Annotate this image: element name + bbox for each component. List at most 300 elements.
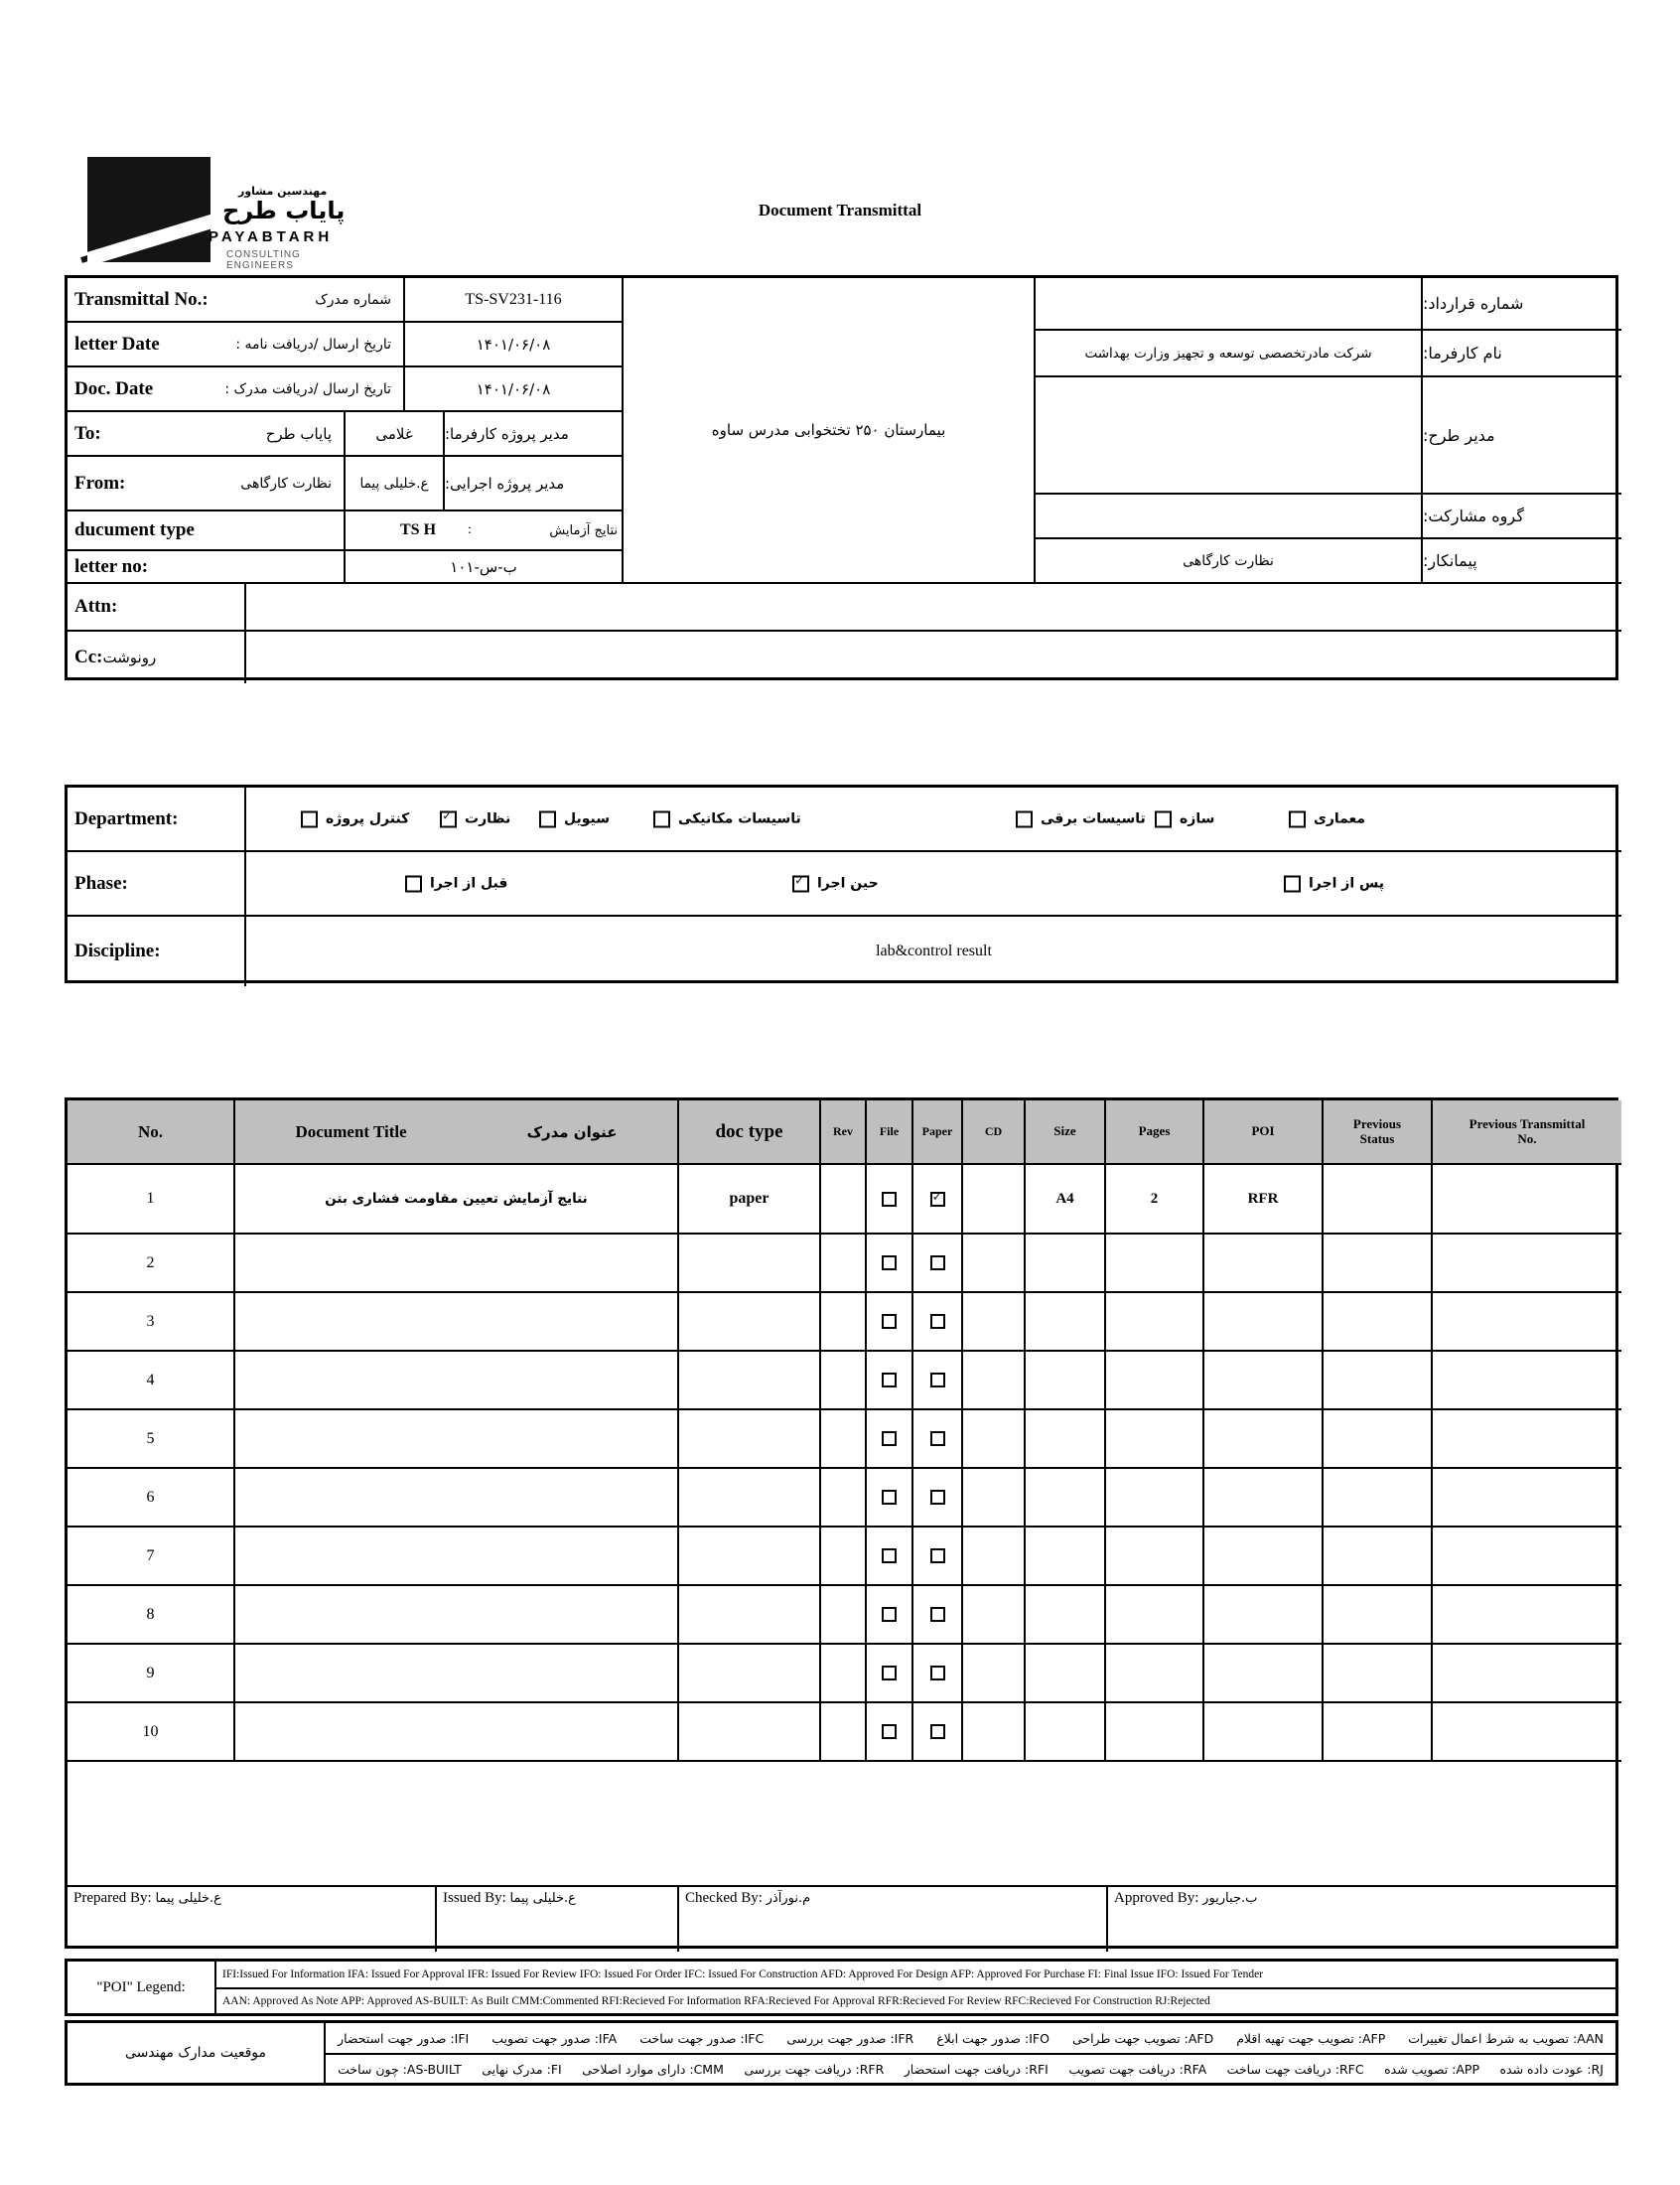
table-row	[68, 1410, 1615, 1469]
department-option-label: تاسیسات برقی	[1041, 810, 1146, 827]
checkbox-unchecked[interactable]	[882, 1490, 897, 1505]
contract-no-value	[1036, 278, 1423, 331]
cell-size: A4	[1026, 1165, 1106, 1235]
cell-ptransmittal	[1433, 1410, 1621, 1469]
cell-cd	[963, 1165, 1026, 1235]
checked-by-name: م.نورآذر	[766, 1891, 811, 1906]
fa-legend-label: موقعیت مدارک مهندسی	[68, 2023, 326, 2083]
brand-en-tagline: CONSULTING ENGINEERS	[226, 249, 301, 271]
col-header-paper: Paper	[913, 1100, 963, 1165]
cell-pstatus	[1324, 1235, 1433, 1293]
cell-size	[1026, 1352, 1106, 1410]
cell-paper	[913, 1528, 963, 1586]
cell-no: 6	[68, 1469, 235, 1528]
checkbox-unchecked[interactable]	[882, 1548, 897, 1563]
issued-by-name: ع.خلیلی پیما	[509, 1891, 576, 1906]
department-option	[301, 810, 409, 827]
cell-file	[867, 1165, 913, 1235]
cell-size	[1026, 1293, 1106, 1352]
cell-doctype	[679, 1703, 821, 1762]
cell-poi	[1204, 1528, 1324, 1586]
cell-rev	[821, 1352, 867, 1410]
checkbox-unchecked[interactable]	[882, 1373, 897, 1387]
cell-doctype	[679, 1528, 821, 1586]
fa-legend-item: IFR: صدور جهت بررسی	[786, 2030, 914, 2046]
contract-no-label: شماره قرارداد:	[1423, 278, 1621, 331]
cell-no: 3	[68, 1293, 235, 1352]
checkbox-unchecked[interactable]	[882, 1431, 897, 1446]
cell-rev	[821, 1703, 867, 1762]
cell-ptransmittal	[1433, 1235, 1621, 1293]
doc-type-value-en: TS H	[400, 521, 437, 538]
phase-option	[792, 875, 879, 892]
discipline-value: lab&control result	[876, 943, 992, 959]
to-cell	[68, 412, 346, 457]
fa-legend-item: RFI: دریافت جهت استحضار	[904, 2061, 1049, 2077]
fa-legend-line1	[326, 2023, 1615, 2053]
department-option	[440, 810, 510, 827]
fa-legend-item: AS-BUILT: چون ساخت	[338, 2061, 462, 2077]
cell-ptransmittal	[1433, 1586, 1621, 1645]
cell-size	[1026, 1410, 1106, 1469]
cell-file	[867, 1469, 913, 1528]
fa-legend-item: IFA: صدور جهت تصویب	[491, 2030, 618, 2046]
table-row	[68, 1165, 1615, 1235]
plan-manager-value	[1036, 377, 1423, 495]
doc-type-colon: :	[468, 522, 472, 537]
col-header-prev-transmittal: Previous Transmittal No.	[1433, 1100, 1621, 1165]
transmittal-no-label-cell	[68, 278, 405, 323]
cell-size	[1026, 1469, 1106, 1528]
cell-ptransmittal	[1433, 1645, 1621, 1703]
table-row	[68, 1352, 1615, 1410]
header-table	[65, 275, 1618, 680]
phase-option-label: قبل از اجرا	[430, 875, 508, 892]
department-options	[246, 788, 1621, 852]
fa-legend-item: IFC: صدور جهت ساخت	[639, 2030, 765, 2046]
cell-title	[235, 1469, 679, 1528]
attn-value	[246, 584, 1621, 632]
cell-pages	[1106, 1235, 1204, 1293]
prepared-by-name: ع.خلیلی پیما	[155, 1891, 221, 1906]
doc-date-value: ۱۴۰۱/۰۶/۰۸	[405, 367, 624, 412]
phase-label: Phase:	[74, 872, 128, 894]
checkbox-unchecked[interactable]	[930, 1373, 945, 1387]
cell-ptransmittal	[1433, 1703, 1621, 1762]
cell-doctype	[679, 1352, 821, 1410]
letter-date-value: ۱۴۰۱/۰۶/۰۸	[405, 323, 624, 367]
cell-rev	[821, 1645, 867, 1703]
cell-pages	[1106, 1645, 1204, 1703]
department-option	[653, 810, 801, 827]
col-header-file: File	[867, 1100, 913, 1165]
prepared-by-cell	[68, 1887, 437, 1952]
cell-title	[235, 1528, 679, 1586]
col-header-poi: POI	[1204, 1100, 1324, 1165]
letter-no-label-cell	[68, 551, 346, 584]
cell-paper	[913, 1469, 963, 1528]
department-option-label: نظارت	[465, 810, 511, 827]
doc-type-value-cell	[346, 511, 624, 551]
cell-paper	[913, 1235, 963, 1293]
signature-row	[68, 1887, 1615, 1952]
table-header-row	[68, 1100, 1615, 1165]
checkbox-unchecked[interactable]	[882, 1314, 897, 1329]
cell-rev	[821, 1528, 867, 1586]
checkbox-unchecked[interactable]	[930, 1724, 945, 1739]
cell-cd	[963, 1410, 1026, 1469]
table-row	[68, 1293, 1615, 1352]
cell-doctype: paper	[679, 1165, 821, 1235]
department-option	[1016, 810, 1146, 827]
checkbox-checked[interactable]	[440, 810, 457, 827]
cc-label: Cc:	[74, 647, 103, 667]
cell-pstatus	[1324, 1293, 1433, 1352]
cell-poi	[1204, 1235, 1324, 1293]
classification-table	[65, 785, 1618, 983]
to-person: غلامی	[346, 412, 445, 457]
checkbox-unchecked[interactable]	[539, 810, 556, 827]
cell-ptransmittal	[1433, 1469, 1621, 1528]
phase-options	[246, 852, 1621, 917]
department-option-label: معماری	[1314, 810, 1366, 827]
transmittal-no-label: Transmittal No.:	[74, 288, 209, 310]
letter-date-label-cell	[68, 323, 405, 367]
cell-cd	[963, 1352, 1026, 1410]
cell-rev	[821, 1165, 867, 1235]
cell-title	[235, 1293, 679, 1352]
checked-by-cell	[679, 1887, 1108, 1952]
fa-legend-item: RFR: دریافت جهت بررسی	[744, 2061, 885, 2077]
cc-label-cell	[68, 632, 246, 683]
checkbox-unchecked[interactable]	[1016, 810, 1033, 827]
approved-by-cell	[1108, 1887, 1621, 1952]
checkbox-unchecked[interactable]	[653, 810, 670, 827]
department-option-label: تاسیسات مکانیکی	[678, 810, 801, 827]
table-row	[68, 1528, 1615, 1586]
cell-paper	[913, 1165, 963, 1235]
checkbox-unchecked[interactable]	[930, 1255, 945, 1270]
doc-date-label: Doc. Date	[74, 377, 154, 399]
fa-legend-item: CMM: دارای موارد اصلاحی	[582, 2061, 724, 2077]
prepared-by-label: Prepared By:	[73, 1890, 152, 1906]
cell-ptransmittal	[1433, 1165, 1621, 1235]
fa-legend-item: AFD: تصویب جهت طراحی	[1071, 2030, 1214, 2046]
fa-legend-item: RFA: دریافت جهت تصویب	[1068, 2061, 1207, 2077]
cell-pages	[1106, 1586, 1204, 1645]
cell-no: 8	[68, 1586, 235, 1645]
cell-pages	[1106, 1469, 1204, 1528]
from-party: نظارت کارگاهی	[240, 475, 332, 492]
letter-no-value: ب-س-۱۰۱	[346, 551, 624, 584]
cell-doctype	[679, 1586, 821, 1645]
doc-table-body	[68, 1165, 1615, 1762]
cell-rev	[821, 1410, 867, 1469]
checkbox-unchecked[interactable]	[930, 1490, 945, 1505]
col-header-prev-status: Previous Status	[1324, 1100, 1433, 1165]
cell-pages: 2	[1106, 1165, 1204, 1235]
department-option	[1155, 810, 1214, 827]
checkbox-unchecked[interactable]	[930, 1548, 945, 1563]
client-value: شرکت مادرتخصصی توسعه و تجهیز وزارت بهداشت	[1036, 331, 1423, 377]
fa-legend-item: AFP: تصویب جهت تهیه اقلام	[1236, 2030, 1386, 2046]
cell-pstatus	[1324, 1165, 1433, 1235]
to-label: To:	[74, 422, 101, 444]
cell-cd	[963, 1469, 1026, 1528]
cell-pstatus	[1324, 1586, 1433, 1645]
cell-pstatus	[1324, 1528, 1433, 1586]
table-empty-area	[68, 1762, 1615, 1887]
cc-value	[246, 632, 1621, 683]
col-header-doctype: doc type	[679, 1100, 821, 1165]
cell-cd	[963, 1293, 1026, 1352]
brand-fa-tagline: مهندسین مشاور	[238, 185, 328, 198]
contractor-label: پیمانکار:	[1423, 539, 1621, 584]
poi-legend-line1: IFI:Issued For Information IFA: Issued For Approval IFR: Issued For Review IFO: Issued For Order IFC: Issued For Construction AFD: Approved For Design AFP: Approved For Purchase FI: Final Issue IFO: Issued For Tender	[222, 1968, 1264, 1980]
cell-rev	[821, 1586, 867, 1645]
fa-legend-line2	[326, 2053, 1615, 2083]
checkbox-unchecked[interactable]	[405, 875, 422, 892]
cell-size	[1026, 1235, 1106, 1293]
department-option	[1289, 810, 1365, 827]
department-option-label: کنترل پروژه	[326, 810, 410, 827]
table-row	[68, 1645, 1615, 1703]
to-role: مدیر پروژه کارفرما:	[445, 412, 624, 457]
document-table	[65, 1097, 1618, 1949]
cell-ptransmittal	[1433, 1528, 1621, 1586]
cell-doctype	[679, 1293, 821, 1352]
cell-file	[867, 1645, 913, 1703]
cell-pages	[1106, 1703, 1204, 1762]
phase-label-cell	[68, 852, 246, 917]
phase-option-label: پس از اجرا	[1309, 875, 1385, 892]
cell-pages	[1106, 1352, 1204, 1410]
checkbox-unchecked[interactable]	[1155, 810, 1172, 827]
cell-title	[235, 1586, 679, 1645]
cell-pages	[1106, 1293, 1204, 1352]
phase-option-label: حین اجرا	[817, 875, 879, 892]
checkbox-unchecked[interactable]	[882, 1724, 897, 1739]
discipline-label-cell	[68, 917, 246, 986]
transmittal-no-label-fa: شماره مدرک	[315, 291, 391, 308]
cell-paper	[913, 1410, 963, 1469]
project-name: بیمارستان ۲۵۰ تختخوابی مدرس ساوه	[624, 278, 1036, 584]
checkbox-unchecked[interactable]	[930, 1314, 945, 1329]
contractor-value: نظارت کارگاهی	[1036, 539, 1423, 584]
checkbox-unchecked[interactable]	[882, 1192, 897, 1207]
cell-poi: RFR	[1204, 1165, 1324, 1235]
cell-doctype	[679, 1235, 821, 1293]
checkbox-unchecked[interactable]	[930, 1666, 945, 1680]
from-label: From:	[74, 472, 126, 494]
approved-by-label: Approved By:	[1114, 1890, 1199, 1906]
fa-legend	[65, 2020, 1618, 2086]
fa-legend-item: AAN: تصویب به شرط اعمال تغییرات	[1408, 2030, 1604, 2046]
cell-poi	[1204, 1645, 1324, 1703]
doc-type-label: ducument type	[74, 519, 195, 540]
cell-rev	[821, 1469, 867, 1528]
cell-title: نتایج آزمایش تعیین مقاومت فشاری بتن	[235, 1165, 679, 1235]
cell-pages	[1106, 1410, 1204, 1469]
cell-file	[867, 1410, 913, 1469]
checkbox-unchecked[interactable]	[882, 1666, 897, 1680]
checkbox-checked[interactable]	[930, 1192, 945, 1207]
from-person: ع.خلیلی پیما	[346, 457, 445, 511]
issued-by-label: Issued By:	[443, 1890, 506, 1906]
letter-date-label-fa: تاریخ ارسال /دریافت نامه :	[235, 336, 391, 353]
phase-option	[1284, 875, 1384, 892]
poi-legend	[65, 1959, 1618, 2016]
cell-file	[867, 1293, 913, 1352]
attn-label: Attn:	[74, 596, 118, 617]
cell-pstatus	[1324, 1469, 1433, 1528]
cell-pstatus	[1324, 1645, 1433, 1703]
cell-cd	[963, 1586, 1026, 1645]
cell-rev	[821, 1235, 867, 1293]
table-row	[68, 1469, 1615, 1528]
cell-title	[235, 1235, 679, 1293]
cell-size	[1026, 1528, 1106, 1586]
cell-file	[867, 1586, 913, 1645]
fa-legend-item: IFI: صدور جهت استحضار	[338, 2030, 470, 2046]
fa-legend-item: IFO: صدور جهت ابلاغ	[936, 2030, 1050, 2046]
plan-manager-label: مدیر طرح:	[1423, 377, 1621, 495]
cell-paper	[913, 1352, 963, 1410]
department-option	[539, 810, 610, 827]
checkbox-unchecked[interactable]	[1289, 810, 1306, 827]
doc-type-value-fa: نتایج آزمایش	[549, 522, 618, 538]
cell-poi	[1204, 1586, 1324, 1645]
cell-paper	[913, 1703, 963, 1762]
cell-no: 7	[68, 1528, 235, 1586]
cell-doctype	[679, 1645, 821, 1703]
fa-legend-item: RJ: عودت داده شده	[1499, 2061, 1604, 2077]
cell-no: 10	[68, 1703, 235, 1762]
cell-file	[867, 1235, 913, 1293]
cell-title	[235, 1352, 679, 1410]
cell-no: 5	[68, 1410, 235, 1469]
department-option-label: سازه	[1180, 810, 1215, 827]
cc-label-fa: رونوشت	[102, 649, 157, 666]
cell-cd	[963, 1703, 1026, 1762]
checkbox-unchecked[interactable]	[930, 1431, 945, 1446]
fa-legend-item: APP: تصویب شده	[1384, 2061, 1480, 2077]
cell-doctype	[679, 1469, 821, 1528]
col-header-pages: Pages	[1106, 1100, 1204, 1165]
department-label-cell	[68, 788, 246, 852]
cell-doctype	[679, 1410, 821, 1469]
cell-cd	[963, 1528, 1026, 1586]
page-title: Document Transmittal	[758, 201, 922, 219]
col-header-size: Size	[1026, 1100, 1106, 1165]
col-header-no: No.	[68, 1100, 235, 1165]
cell-poi	[1204, 1352, 1324, 1410]
cell-title	[235, 1703, 679, 1762]
cell-file	[867, 1352, 913, 1410]
cell-cd	[963, 1645, 1026, 1703]
cell-paper	[913, 1293, 963, 1352]
col-header-cd: CD	[963, 1100, 1026, 1165]
brand-en-name: PAYABTARH	[209, 228, 334, 245]
cell-rev	[821, 1293, 867, 1352]
cell-pstatus	[1324, 1410, 1433, 1469]
cell-pstatus	[1324, 1703, 1433, 1762]
letter-date-label: letter Date	[74, 333, 160, 355]
cell-file	[867, 1703, 913, 1762]
cell-size	[1026, 1645, 1106, 1703]
letter-no-label: letter no:	[74, 555, 149, 577]
cell-poi	[1204, 1469, 1324, 1528]
fa-legend-item: FI: مدرک نهایی	[482, 2061, 562, 2077]
checkbox-unchecked[interactable]	[301, 810, 318, 827]
cell-poi	[1204, 1410, 1324, 1469]
poi-legend-label: "POI" Legend:	[68, 1962, 216, 2013]
cell-size	[1026, 1586, 1106, 1645]
cell-size	[1026, 1703, 1106, 1762]
cell-pages	[1106, 1528, 1204, 1586]
checkbox-unchecked[interactable]	[882, 1255, 897, 1270]
phase-option	[405, 875, 507, 892]
doc-type-label-cell	[68, 511, 346, 551]
transmittal-no-value: TS-SV231-116	[405, 278, 624, 323]
partnership-group-label: گروه مشارکت:	[1423, 495, 1621, 539]
cell-cd	[963, 1235, 1026, 1293]
to-party: پایاب طرح	[265, 424, 332, 443]
cell-ptransmittal	[1433, 1293, 1621, 1352]
cell-poi	[1204, 1703, 1324, 1762]
cell-no: 9	[68, 1645, 235, 1703]
cell-title	[235, 1410, 679, 1469]
doc-date-label-fa: تاریخ ارسال /دریافت مدرک :	[224, 380, 391, 397]
cell-file	[867, 1528, 913, 1586]
table-row	[68, 1703, 1615, 1762]
department-label: Department:	[74, 807, 179, 829]
doc-date-label-cell	[68, 367, 405, 412]
brand-fa-name: پایاب طرح	[222, 197, 346, 224]
checked-by-label: Checked By:	[685, 1890, 763, 1906]
department-option-label: سیویل	[564, 810, 611, 827]
checkbox-unchecked[interactable]	[930, 1607, 945, 1622]
col-header-title-fa: عنوان مدرک	[526, 1122, 618, 1141]
discipline-label: Discipline:	[74, 941, 161, 961]
cell-pstatus	[1324, 1352, 1433, 1410]
partnership-group-value	[1036, 495, 1423, 539]
cell-title	[235, 1645, 679, 1703]
client-label: نام کارفرما:	[1423, 331, 1621, 377]
col-header-title-en: Document Title	[295, 1121, 407, 1141]
poi-legend-line2: AAN: Approved As Note APP: Approved AS-BUILT: As Built CMM:Commented RFI:Recieved For Information RFA:Recieved For Approval RFR:Recieved For Review RFC:Recieved For Construction RJ:Rejected	[216, 1987, 1615, 2013]
cell-no: 1	[68, 1165, 235, 1235]
col-header-rev: Rev	[821, 1100, 867, 1165]
cell-no: 4	[68, 1352, 235, 1410]
approved-by-name: ب.جباریور	[1202, 1891, 1258, 1906]
cell-ptransmittal	[1433, 1352, 1621, 1410]
table-row	[68, 1586, 1615, 1645]
fa-legend-item: RFC: دریافت جهت ساخت	[1226, 2061, 1364, 2077]
checkbox-unchecked[interactable]	[882, 1607, 897, 1622]
cell-paper	[913, 1645, 963, 1703]
from-role: مدیر پروژه اجرایی:	[445, 457, 624, 511]
col-header-title	[235, 1100, 679, 1165]
cell-paper	[913, 1586, 963, 1645]
issued-by-cell	[437, 1887, 679, 1952]
checkbox-checked[interactable]	[792, 875, 809, 892]
from-cell	[68, 457, 346, 511]
checkbox-unchecked[interactable]	[1284, 875, 1301, 892]
cell-no: 2	[68, 1235, 235, 1293]
attn-label-cell	[68, 584, 246, 632]
table-row	[68, 1235, 1615, 1293]
